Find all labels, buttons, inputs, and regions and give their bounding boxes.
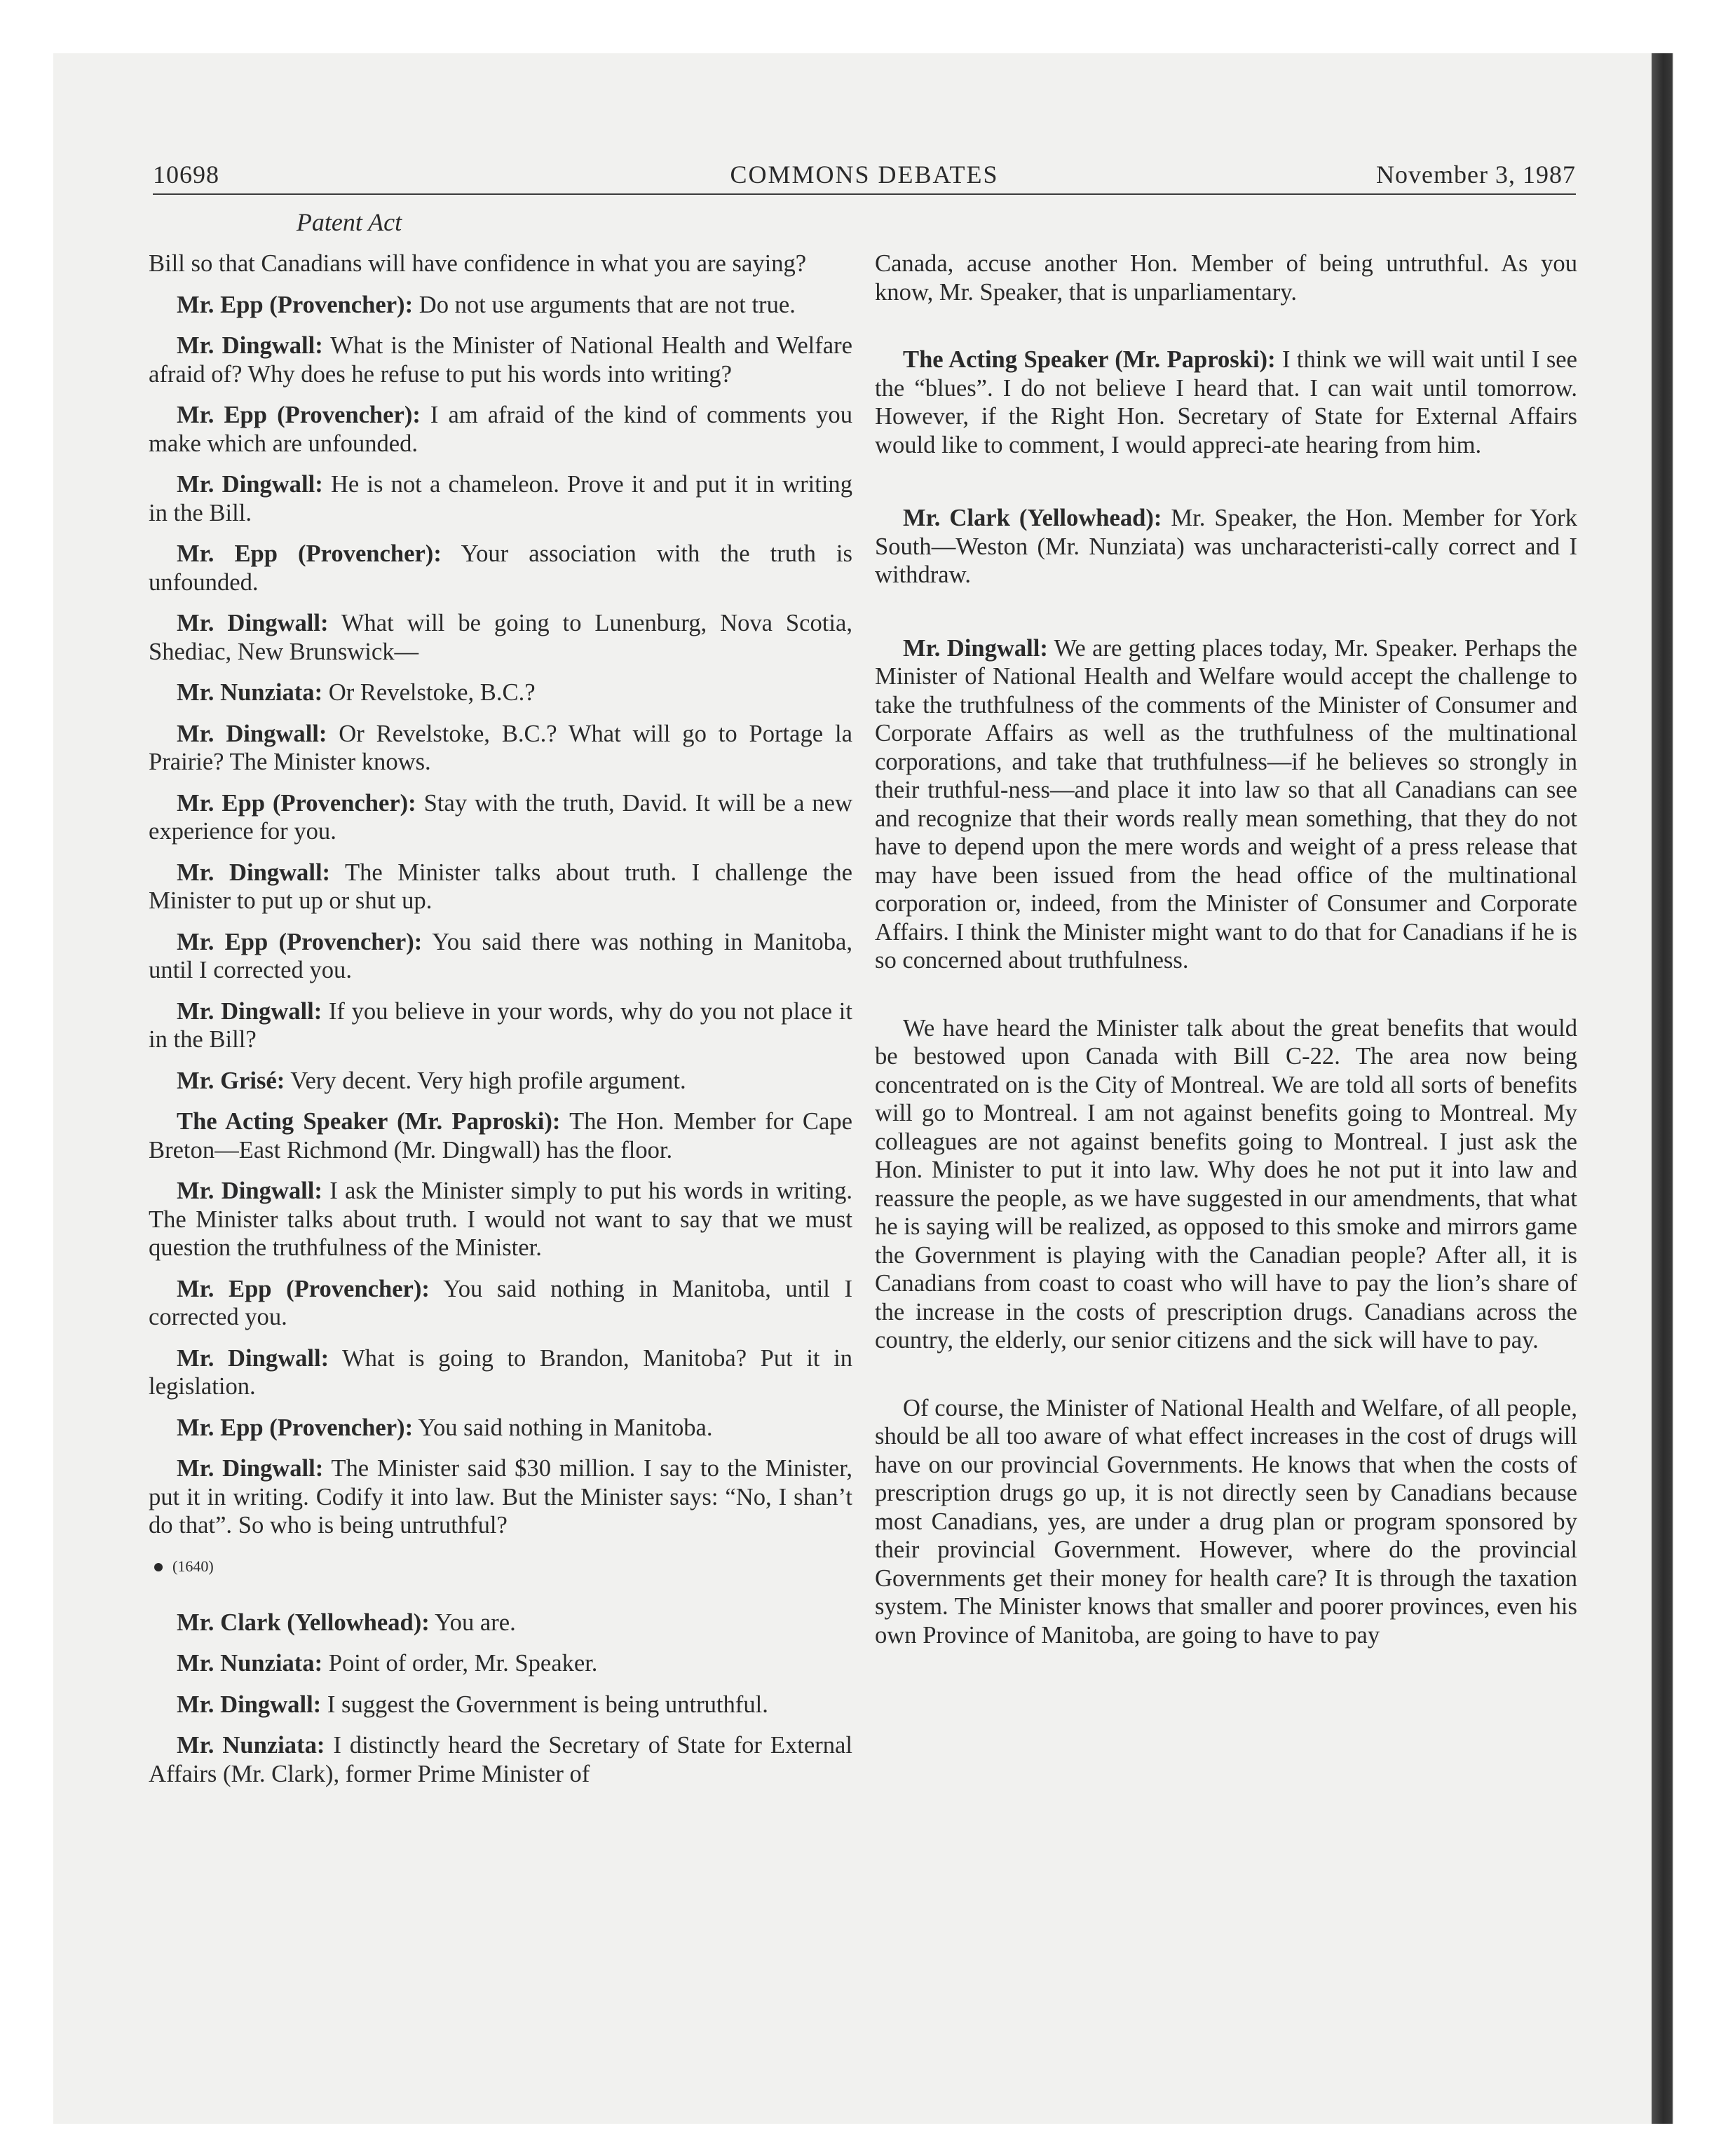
- speech-text: What is going to Brandon, Manitoba? Put it in legislation.: [149, 1344, 852, 1400]
- speech-paragraph: [149, 1454, 852, 1540]
- speaker-name: Mr. Epp (Provencher):: [177, 928, 423, 955]
- speaker-name: Mr. Clark (Yellowhead):: [177, 1609, 430, 1636]
- speech-paragraph: [149, 1731, 852, 1788]
- speaker-name: Mr. Epp (Provencher):: [177, 1275, 430, 1302]
- speech-text: The Minister talks about truth. I challenge the Minister to put up or shut up.: [149, 859, 852, 914]
- speech-paragraph: [149, 401, 852, 458]
- speech-text: What will be going to Lunenburg, Nova Scotia, Shediac, New Brunswick—: [149, 610, 852, 665]
- speaker-name: Mr. Dingwall:: [177, 1344, 329, 1372]
- speaker-name: Mr. Nunziata:: [177, 1650, 323, 1677]
- speaker-name: Mr. Dingwall:: [177, 610, 329, 636]
- speech-paragraph: [875, 634, 1577, 975]
- bullet-dot-icon: [154, 1563, 163, 1571]
- speech-text: Or Revelstoke, B.C.? What will go to Portage la Prairie? The Minister knows.: [149, 720, 852, 775]
- speaker-name: Mr. Grisé:: [177, 1067, 285, 1094]
- publication-title: COMMONS DEBATES: [730, 161, 999, 189]
- speech-paragraph: [149, 859, 852, 915]
- speech-text: If you believe in your words, why do you not place it in the Bill?: [149, 997, 852, 1053]
- speech-paragraph: [149, 332, 852, 388]
- speech-paragraph: [149, 1414, 852, 1442]
- paragraph-text: Of course, the Minister of National Health and Welfare, of all people, should be all too aware of what effect increases in the cost of drugs will have on our provincial Governments. He knows that when the costs of prescription drugs go up, it is not directly seen by Canadians because most Canadians, yes, are under a drug plan or program sponsored by their provincial Government. However, where do the provincial Governments get their money for health care? It is through the taxation system. The Minister knows that smaller and poorer provinces, even his own Province of Manitoba, are going to have to pay: [875, 1394, 1577, 1649]
- speech-text: You said there was nothing in Manitoba, until I corrected you.: [149, 928, 852, 983]
- speaker-name: Mr. Dingwall:: [177, 1178, 322, 1204]
- speech-paragraph: [149, 1344, 852, 1401]
- speaker-name: Mr. Epp (Provencher):: [177, 789, 416, 817]
- speaker-name: Mr. Dingwall:: [177, 859, 331, 886]
- speaker-name: The Acting Speaker (Mr. Paproski):: [903, 346, 1276, 373]
- paragraph-text: Bill so that Canadians will have confidence in what you are saying?: [149, 250, 807, 277]
- paragraph: [875, 250, 1577, 306]
- speech-paragraph: [149, 609, 852, 666]
- speaker-name: The Acting Speaker (Mr. Paproski):: [177, 1108, 561, 1135]
- speaker-name: Mr. Dingwall:: [177, 720, 327, 747]
- speech-paragraph: [149, 291, 852, 320]
- speech-text: Point of order, Mr. Speaker.: [322, 1650, 598, 1677]
- speech-paragraph: [875, 504, 1577, 589]
- page-number: 10698: [153, 161, 219, 189]
- speech-text: The Minister said $30 million. I say to the Minister, put it in writing. Codify it into law. But the Minister says: “No, I shan’t do that”. So who is being untruthful?: [149, 1455, 853, 1538]
- speech-paragraph: [149, 1649, 852, 1678]
- speech-paragraph: [149, 1275, 852, 1332]
- header-date: November 3, 1987: [1376, 161, 1576, 189]
- speaker-name: Mr. Dingwall:: [177, 1691, 322, 1718]
- paragraph: [875, 1394, 1577, 1650]
- speaker-name: Mr. Clark (Yellowhead):: [903, 505, 1162, 531]
- speech-paragraph: [149, 678, 852, 707]
- speech-text: Or Revelstoke, B.C.?: [322, 679, 536, 706]
- speech-text: You said nothing in Manitoba.: [413, 1414, 713, 1441]
- speaker-name: Mr. Epp (Provencher):: [177, 540, 442, 567]
- speech-paragraph: [149, 1609, 852, 1637]
- speech-text: We are getting places today, Mr. Speaker. Perhaps the Minister of National Health and Welfare would accept the challenge to take the truthfulness of the comments of the Minister of Consumer and Corporate Affairs as well as the truthfulness of the multinational corporations, and take that truthfulness—if he believes so strongly in their truthful-ness—and place it into law so that all Canadians can see and recognize that their words really mean something, that they do not have to depend upon the mere words and weight of a press release that may have been issued from the head office of the multinational corporation or, indeed, from the Minister of Consumer and Corporate Affairs. I think the Minister might want to do that for Canadians if he is so concerned about truthfulness.: [875, 634, 1577, 974]
- speech-paragraph: [149, 1691, 852, 1719]
- section-title: Patent Act: [296, 208, 402, 236]
- speech-paragraph: [149, 928, 852, 985]
- speech-text: You said nothing in Manitoba, until I corrected you.: [149, 1275, 852, 1330]
- speech-paragraph: [149, 540, 852, 596]
- speech-text: I am afraid of the kind of comments you make which are unfounded.: [149, 402, 852, 457]
- speech-text: I think we will wait until I see the “blues”. I do not believe I heard that. I can wait until tomorrow. However, if the Right Hon. Secretary of State for External Affairs would like to comment, I would appreci-ate hearing from him.: [875, 346, 1577, 458]
- speech-text: Your association with the truth is unfounded.: [149, 540, 852, 596]
- paragraph-text: We have heard the Minister talk about the great benefits that would be bestowed upon Canada with Bill C-22. The area now being concentrated on is the City of Montreal. We are told all sorts of benefits will go to Montreal. I am not against benefits going to Montreal. My colleagues are not against benefits going to Montreal. I just ask the Hon. Minister to put it into law. Why does he not put it into law and reassure the people, as we have suggested in our amendments, that what he is saying will be realized, as opposed to this smoke and mirrors game the Government is playing with the Canadian people? After all, it is Canadians from coast to coast who will have to pay the lion’s share of the increase in the costs of prescription drugs. Canadians across the country, the elderly, our senior citizens and the sick will have to pay.: [875, 1014, 1577, 1353]
- speech-text: Mr. Speaker, the Hon. Member for York South—Weston (Mr. Nunziata) was uncharacteristi-cally correct and I withdraw.: [875, 505, 1577, 588]
- speech-text: You are.: [429, 1609, 516, 1636]
- speech-paragraph: [875, 346, 1577, 459]
- paragraph-text: Canada, accuse another Hon. Member of being untruthful. As you know, Mr. Speaker, that is unparliamentary.: [875, 250, 1577, 306]
- left-column: [149, 250, 852, 1801]
- speech-paragraph: [149, 1067, 852, 1096]
- speech-text: I suggest the Government is being untruthful.: [321, 1691, 768, 1718]
- speech-text: I ask the Minister simply to put his words in writing. The Minister talks about truth. I would not want to say that we must question the truthfulness of the Minister.: [149, 1178, 853, 1261]
- speech-text: Do not use arguments that are not true.: [413, 291, 796, 318]
- speech-text: Very decent. Very high profile argument.: [285, 1067, 686, 1094]
- time-marker: [154, 1553, 852, 1581]
- running-header: [153, 160, 1576, 195]
- speech-paragraph: [149, 997, 852, 1054]
- speaker-name: Mr. Nunziata:: [177, 679, 323, 706]
- speaker-name: Mr. Epp (Provencher):: [177, 291, 414, 318]
- speaker-name: Mr. Epp (Provencher):: [177, 402, 421, 428]
- speaker-name: Mr. Dingwall:: [903, 634, 1048, 662]
- paragraph: [149, 250, 852, 278]
- speech-paragraph: [149, 720, 852, 777]
- time-marker-text: (1640): [172, 1557, 214, 1575]
- speaker-name: Mr. Dingwall:: [177, 1455, 324, 1482]
- speech-text: The Hon. Member for Cape Breton—East Richmond (Mr. Dingwall) has the floor.: [149, 1108, 852, 1164]
- speaker-name: Mr. Dingwall:: [177, 471, 323, 498]
- speech-text: He is not a chameleon. Prove it and put it in writing in the Bill.: [149, 471, 853, 526]
- speech-paragraph: [149, 789, 852, 846]
- paragraph: [875, 1014, 1577, 1355]
- scan-edge-shadow: [1652, 53, 1673, 2124]
- speech-paragraph: [149, 1177, 852, 1262]
- speaker-name: Mr. Dingwall:: [177, 332, 323, 359]
- speech-text: What is the Minister of National Health and Welfare afraid of? Why does he refuse to put his words into writing?: [149, 332, 853, 388]
- speech-paragraph: [149, 470, 852, 527]
- speaker-name: Mr. Dingwall:: [177, 997, 322, 1025]
- speech-text: I distinctly heard the Secretary of State for External Affairs (Mr. Clark), former Prime Minister of: [149, 1732, 853, 1787]
- speaker-name: Mr. Epp (Provencher):: [177, 1414, 414, 1441]
- speech-text: Stay with the truth, David. It will be a new experience for you.: [149, 789, 852, 845]
- right-column: [875, 250, 1577, 1662]
- speaker-name: Mr. Nunziata:: [177, 1732, 325, 1759]
- speech-paragraph: [149, 1107, 852, 1164]
